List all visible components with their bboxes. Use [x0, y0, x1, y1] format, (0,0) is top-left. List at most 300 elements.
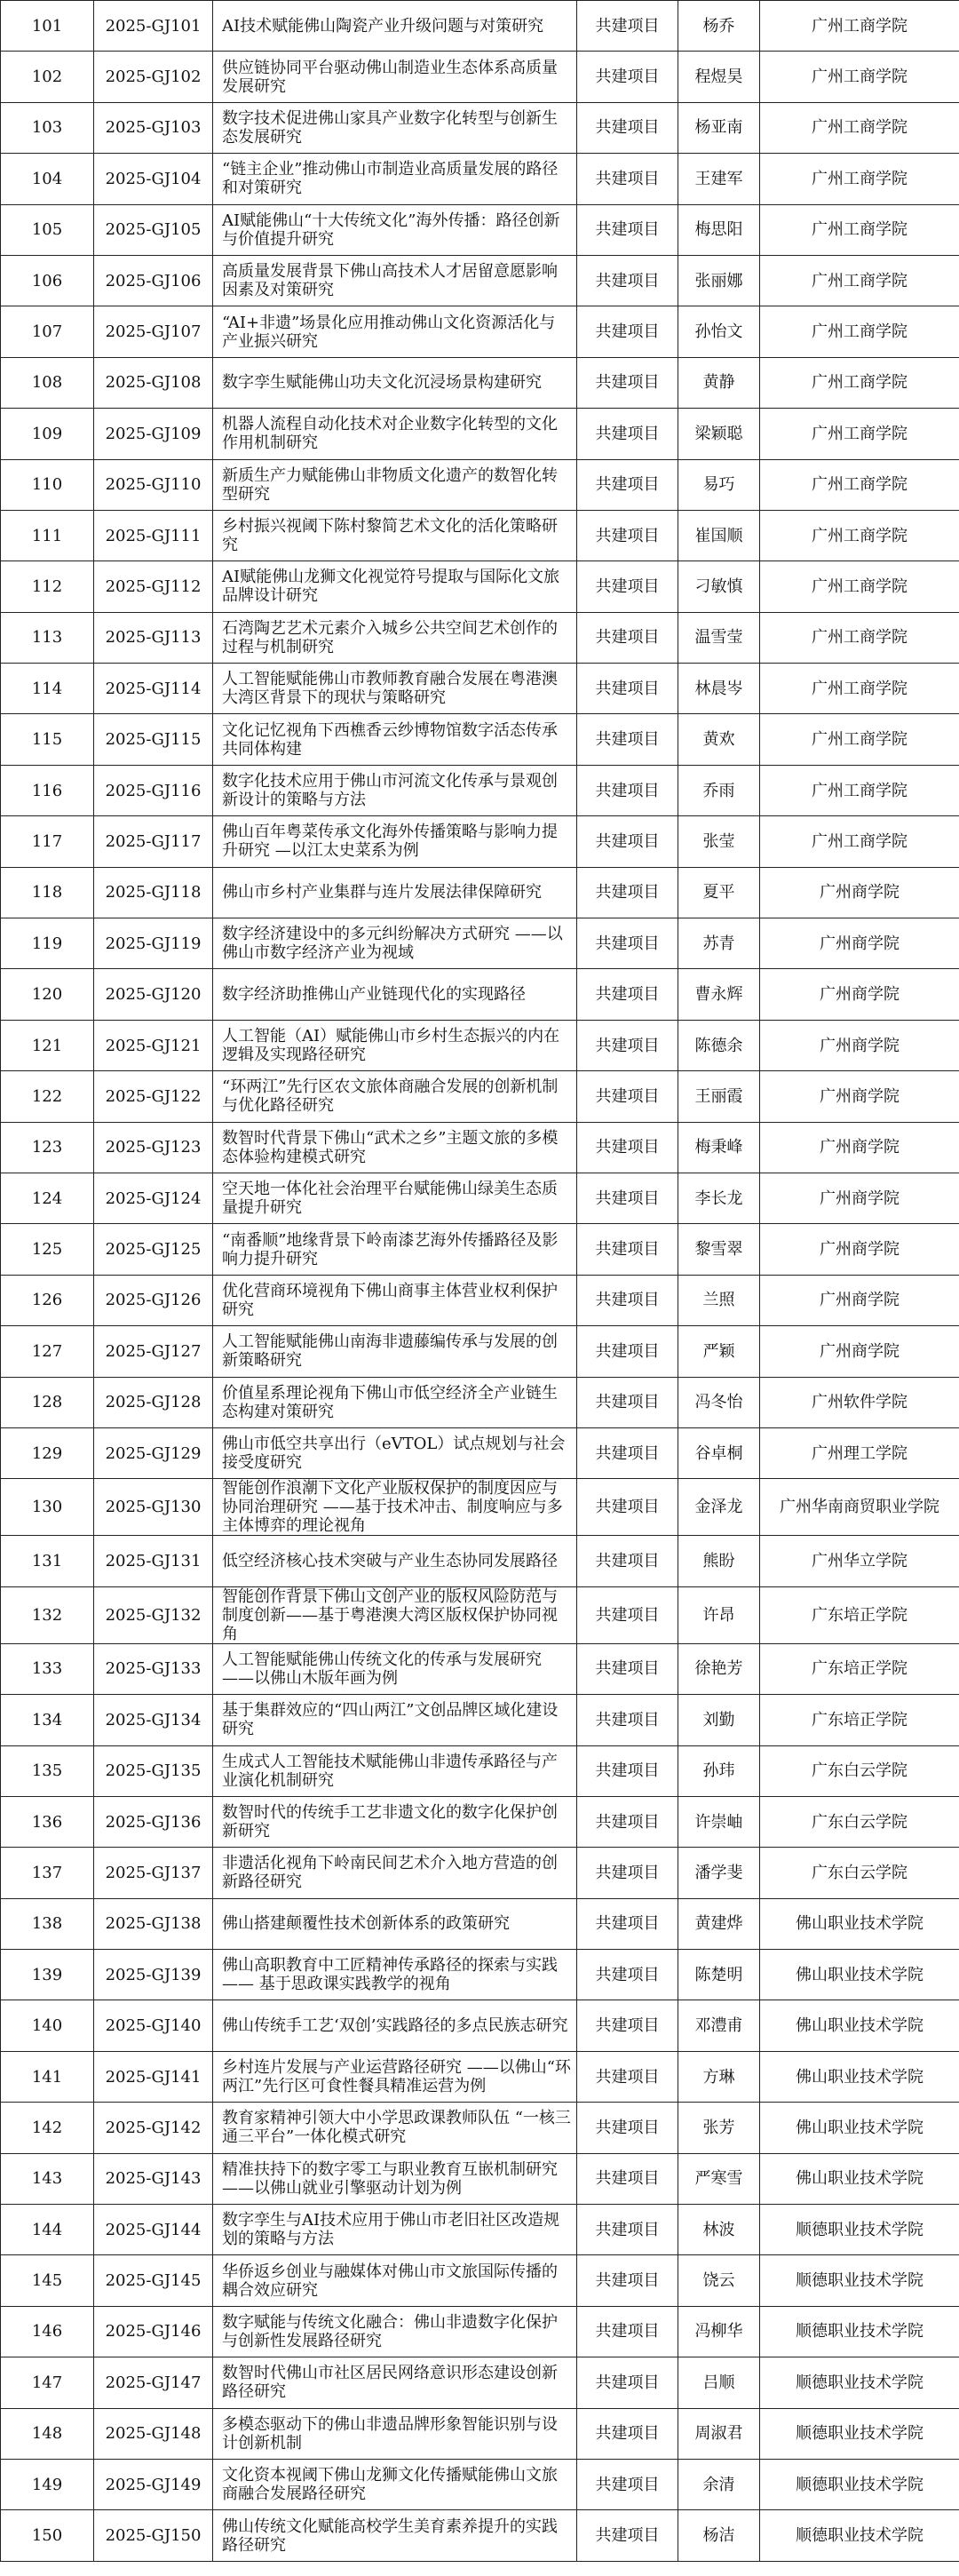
table-row — [1, 2408, 959, 2459]
project-title: AI技术赋能佛山陶瓷产业升级问题与对策研究 — [213, 1, 577, 52]
project-code: 2025-GJ109 — [94, 409, 213, 459]
project-title: 供应链协同平台驱动佛山制造业生态体系高质量发展研究 — [213, 52, 577, 102]
table-row — [1, 664, 959, 714]
project-type: 共建项目 — [577, 2459, 678, 2509]
row-number: 121 — [1, 1020, 94, 1070]
project-leader: 梅秉峰 — [678, 1122, 760, 1173]
table-row — [1, 612, 959, 663]
row-number: 101 — [1, 1, 94, 52]
row-number: 112 — [1, 561, 94, 612]
row-number: 123 — [1, 1122, 94, 1173]
project-title: “链主企业”推动佛山市制造业高质量发展的路径和对策研究 — [213, 154, 577, 204]
row-number: 120 — [1, 969, 94, 1020]
project-leader: 温雪莹 — [678, 612, 760, 663]
table-row — [1, 409, 959, 459]
institution-name: 广东白云学院 — [760, 1745, 959, 1796]
project-type: 共建项目 — [577, 2408, 678, 2459]
project-type: 共建项目 — [577, 2255, 678, 2306]
institution-name: 佛山职业技术学院 — [760, 1898, 959, 1949]
project-type: 共建项目 — [577, 459, 678, 510]
row-number: 141 — [1, 2051, 94, 2102]
project-leader: 张丽娜 — [678, 255, 760, 306]
project-code: 2025-GJ105 — [94, 204, 213, 255]
project-title: 数字经济助推佛山产业链现代化的实现路径 — [213, 969, 577, 1020]
institution-name: 广州软件学院 — [760, 1377, 959, 1427]
project-code: 2025-GJ136 — [94, 1796, 213, 1847]
project-leader: 徐艳芳 — [678, 1643, 760, 1694]
project-type: 共建项目 — [577, 2103, 678, 2153]
project-type: 共建项目 — [577, 510, 678, 561]
table-row — [1, 867, 959, 918]
row-number: 103 — [1, 102, 94, 153]
table-row — [1, 918, 959, 969]
project-type: 共建项目 — [577, 1020, 678, 1070]
project-leader: 林波 — [678, 2205, 760, 2255]
institution-name: 顺德职业技术学院 — [760, 2255, 959, 2306]
project-type: 共建项目 — [577, 1326, 678, 1377]
row-number: 127 — [1, 1326, 94, 1377]
project-title: 教育家精神引领大中小学思政课教师队伍 “一核三通三平台”一体化模式研究 — [213, 2103, 577, 2153]
table-row — [1, 1122, 959, 1173]
institution-name: 广州工商学院 — [760, 52, 959, 102]
project-code: 2025-GJ142 — [94, 2103, 213, 2153]
institution-name: 广州商学院 — [760, 867, 959, 918]
row-number: 108 — [1, 357, 94, 408]
project-type: 共建项目 — [577, 1427, 678, 1478]
project-type: 共建项目 — [577, 1950, 678, 2000]
row-number: 107 — [1, 306, 94, 357]
project-title: AI赋能佛山“十大传统文化”海外传播：路径创新与价值提升研究 — [213, 204, 577, 255]
project-leader: 刘勤 — [678, 1695, 760, 1745]
project-code: 2025-GJ125 — [94, 1224, 213, 1275]
project-code: 2025-GJ141 — [94, 2051, 213, 2102]
project-code: 2025-GJ127 — [94, 1326, 213, 1377]
project-title: 数智时代的传统手工艺非遗文化的数字化保护创新研究 — [213, 1796, 577, 1847]
project-title: 基于集群效应的“四山两江”文创品牌区域化建设研究 — [213, 1695, 577, 1745]
project-title: 数字经济建设中的多元纠纷解决方式研究 ——以佛山市数字经济产业为视域 — [213, 918, 577, 969]
row-number: 134 — [1, 1695, 94, 1745]
table-row — [1, 1643, 959, 1694]
row-number: 104 — [1, 154, 94, 204]
project-code: 2025-GJ132 — [94, 1586, 213, 1643]
row-number: 124 — [1, 1173, 94, 1223]
institution-name: 广州商学院 — [760, 1275, 959, 1325]
project-type: 共建项目 — [577, 357, 678, 408]
project-leader: 黄静 — [678, 357, 760, 408]
project-type: 共建项目 — [577, 1586, 678, 1643]
project-code: 2025-GJ129 — [94, 1427, 213, 1478]
row-number: 129 — [1, 1427, 94, 1478]
project-code: 2025-GJ108 — [94, 357, 213, 408]
project-table-body — [1, 1, 959, 2562]
project-code: 2025-GJ150 — [94, 2510, 213, 2561]
institution-name: 广州工商学院 — [760, 510, 959, 561]
project-leader: 熊盼 — [678, 1536, 760, 1586]
institution-name: 广州工商学院 — [760, 765, 959, 815]
table-row — [1, 1796, 959, 1847]
project-type: 共建项目 — [577, 1848, 678, 1898]
table-row — [1, 2103, 959, 2153]
project-code: 2025-GJ111 — [94, 510, 213, 561]
institution-name: 佛山职业技术学院 — [760, 2000, 959, 2051]
table-row — [1, 1745, 959, 1796]
project-code: 2025-GJ102 — [94, 52, 213, 102]
project-leader: 乔雨 — [678, 765, 760, 815]
row-number: 147 — [1, 2357, 94, 2408]
project-code: 2025-GJ144 — [94, 2205, 213, 2255]
table-row — [1, 1020, 959, 1070]
table-row — [1, 1427, 959, 1478]
project-type: 共建项目 — [577, 1122, 678, 1173]
row-number: 144 — [1, 2205, 94, 2255]
project-leader: 黄欢 — [678, 714, 760, 765]
project-type: 共建项目 — [577, 2205, 678, 2255]
project-type: 共建项目 — [577, 867, 678, 918]
project-leader: 冯冬怡 — [678, 1377, 760, 1427]
project-code: 2025-GJ123 — [94, 1122, 213, 1173]
project-title: 人工智能赋能佛山南海非遗藤编传承与发展的创新策略研究 — [213, 1326, 577, 1377]
project-title: 价值星系理论视角下佛山市低空经济全产业链生态构建对策研究 — [213, 1377, 577, 1427]
project-title: “环两江”先行区农文旅体商融合发展的创新机制与优化路径研究 — [213, 1071, 577, 1122]
project-type: 共建项目 — [577, 204, 678, 255]
institution-name: 广东培正学院 — [760, 1586, 959, 1643]
project-type: 共建项目 — [577, 714, 678, 765]
project-title: 人工智能赋能佛山市教师教育融合发展在粤港澳大湾区背景下的现状与策略研究 — [213, 664, 577, 714]
row-number: 146 — [1, 2306, 94, 2357]
project-type: 共建项目 — [577, 409, 678, 459]
project-title: 乡村振兴视阈下陈村黎简艺术文化的活化策略研究 — [213, 510, 577, 561]
table-row — [1, 2255, 959, 2306]
institution-name: 广东白云学院 — [760, 1848, 959, 1898]
institution-name: 广州华南商贸职业学院 — [760, 1479, 959, 1536]
project-leader: 崔国顺 — [678, 510, 760, 561]
project-leader: 程煜昊 — [678, 52, 760, 102]
project-code: 2025-GJ131 — [94, 1536, 213, 1586]
table-row — [1, 816, 959, 867]
table-row — [1, 2510, 959, 2561]
institution-name: 广东白云学院 — [760, 1796, 959, 1847]
project-code: 2025-GJ130 — [94, 1479, 213, 1536]
institution-name: 广州理工学院 — [760, 1427, 959, 1478]
project-type: 共建项目 — [577, 1224, 678, 1275]
project-leader: 余清 — [678, 2459, 760, 2509]
project-type: 共建项目 — [577, 1643, 678, 1694]
project-code: 2025-GJ140 — [94, 2000, 213, 2051]
row-number: 117 — [1, 816, 94, 867]
table-row — [1, 2459, 959, 2509]
institution-name: 顺德职业技术学院 — [760, 2510, 959, 2561]
institution-name: 广州工商学院 — [760, 816, 959, 867]
project-leader: 黄建烨 — [678, 1898, 760, 1949]
table-row — [1, 1536, 959, 1586]
table-row — [1, 2357, 959, 2408]
table-row — [1, 2153, 959, 2204]
project-leader: 林晨岑 — [678, 664, 760, 714]
institution-name: 佛山职业技术学院 — [760, 2051, 959, 2102]
institution-name: 广州工商学院 — [760, 357, 959, 408]
project-leader: 刁敏慎 — [678, 561, 760, 612]
project-type: 共建项目 — [577, 2153, 678, 2204]
table-row — [1, 52, 959, 102]
project-leader: 孙怡文 — [678, 306, 760, 357]
table-row — [1, 1224, 959, 1275]
project-leader: 冯柳华 — [678, 2306, 760, 2357]
project-title: 佛山市低空共享出行（eVTOL）试点规划与社会接受度研究 — [213, 1427, 577, 1478]
table-row — [1, 714, 959, 765]
project-code: 2025-GJ106 — [94, 255, 213, 306]
table-row — [1, 459, 959, 510]
project-leader: 严寒雪 — [678, 2153, 760, 2204]
project-code: 2025-GJ148 — [94, 2408, 213, 2459]
row-number: 136 — [1, 1796, 94, 1847]
project-type: 共建项目 — [577, 1536, 678, 1586]
row-number: 125 — [1, 1224, 94, 1275]
project-title: 非遗活化视角下岭南民间艺术介入地方营造的创新路径研究 — [213, 1848, 577, 1898]
row-number: 143 — [1, 2153, 94, 2204]
institution-name: 广州商学院 — [760, 1224, 959, 1275]
project-type: 共建项目 — [577, 612, 678, 663]
institution-name: 佛山职业技术学院 — [760, 1950, 959, 2000]
institution-name: 广州商学院 — [760, 1173, 959, 1223]
project-code: 2025-GJ126 — [94, 1275, 213, 1325]
table-row — [1, 561, 959, 612]
project-leader: 陈楚明 — [678, 1950, 760, 2000]
project-title: “AI+非遗”场景化应用推动佛山文化资源活化与产业振兴研究 — [213, 306, 577, 357]
table-row — [1, 2306, 959, 2357]
project-code: 2025-GJ149 — [94, 2459, 213, 2509]
institution-name: 广东培正学院 — [760, 1643, 959, 1694]
project-leader: 梅思阳 — [678, 204, 760, 255]
project-title: 高质量发展背景下佛山高技术人才居留意愿影响因素及对策研究 — [213, 255, 577, 306]
institution-name: 广州商学院 — [760, 1326, 959, 1377]
row-number: 111 — [1, 510, 94, 561]
project-leader: 许昂 — [678, 1586, 760, 1643]
institution-name: 广州商学院 — [760, 969, 959, 1020]
project-leader: 易巧 — [678, 459, 760, 510]
project-code: 2025-GJ146 — [94, 2306, 213, 2357]
project-leader: 周淑君 — [678, 2408, 760, 2459]
row-number: 149 — [1, 2459, 94, 2509]
row-number: 137 — [1, 1848, 94, 1898]
project-leader: 王建军 — [678, 154, 760, 204]
institution-name: 广州工商学院 — [760, 664, 959, 714]
project-title: 优化营商环境视角下佛山商事主体营业权利保护研究 — [213, 1275, 577, 1325]
row-number: 113 — [1, 612, 94, 663]
project-code: 2025-GJ121 — [94, 1020, 213, 1070]
project-title: 新质生产力赋能佛山非物质文化遗产的数智化转型研究 — [213, 459, 577, 510]
institution-name: 广州工商学院 — [760, 1, 959, 52]
project-leader: 吕顺 — [678, 2357, 760, 2408]
row-number: 142 — [1, 2103, 94, 2153]
table-row — [1, 1848, 959, 1898]
institution-name: 广州工商学院 — [760, 459, 959, 510]
project-type: 共建项目 — [577, 102, 678, 153]
row-number: 109 — [1, 409, 94, 459]
row-number: 126 — [1, 1275, 94, 1325]
table-row — [1, 306, 959, 357]
project-type: 共建项目 — [577, 1898, 678, 1949]
institution-name: 顺德职业技术学院 — [760, 2205, 959, 2255]
project-type: 共建项目 — [577, 1796, 678, 1847]
project-type: 共建项目 — [577, 154, 678, 204]
project-title: 数字化技术应用于佛山市河流文化传承与景观创新设计的策略与方法 — [213, 765, 577, 815]
row-number: 138 — [1, 1898, 94, 1949]
institution-name: 广州工商学院 — [760, 255, 959, 306]
project-leader: 张莹 — [678, 816, 760, 867]
project-leader: 邓澧甫 — [678, 2000, 760, 2051]
project-code: 2025-GJ138 — [94, 1898, 213, 1949]
project-code: 2025-GJ124 — [94, 1173, 213, 1223]
project-leader: 张芳 — [678, 2103, 760, 2153]
project-code: 2025-GJ128 — [94, 1377, 213, 1427]
table-row — [1, 1377, 959, 1427]
project-code: 2025-GJ147 — [94, 2357, 213, 2408]
institution-name: 广州工商学院 — [760, 561, 959, 612]
project-type: 共建项目 — [577, 52, 678, 102]
project-code: 2025-GJ118 — [94, 867, 213, 918]
project-title: 华侨返乡创业与融媒体对佛山市文旅国际传播的耦合效应研究 — [213, 2255, 577, 2306]
project-leader: 潘学斐 — [678, 1848, 760, 1898]
project-code: 2025-GJ107 — [94, 306, 213, 357]
project-type: 共建项目 — [577, 1, 678, 52]
table-row — [1, 1, 959, 52]
project-title: 空天地一体化社会治理平台赋能佛山绿美生态质量提升研究 — [213, 1173, 577, 1223]
row-number: 128 — [1, 1377, 94, 1427]
project-title: 数字孪生赋能佛山功夫文化沉浸场景构建研究 — [213, 357, 577, 408]
project-code: 2025-GJ114 — [94, 664, 213, 714]
project-type: 共建项目 — [577, 2051, 678, 2102]
project-title: 文化资本视阈下佛山龙狮文化传播赋能佛山文旅商融合发展路径研究 — [213, 2459, 577, 2509]
project-leader: 黎雪翠 — [678, 1224, 760, 1275]
project-leader: 李长龙 — [678, 1173, 760, 1223]
table-row — [1, 1326, 959, 1377]
institution-name: 广州商学院 — [760, 1020, 959, 1070]
institution-name: 顺德职业技术学院 — [760, 2459, 959, 2509]
project-title: AI赋能佛山龙狮文化视觉符号提取与国际化文旅品牌设计研究 — [213, 561, 577, 612]
project-type: 共建项目 — [577, 1745, 678, 1796]
table-row — [1, 357, 959, 408]
table-row — [1, 1898, 959, 1949]
institution-name: 佛山职业技术学院 — [760, 2103, 959, 2153]
row-number: 102 — [1, 52, 94, 102]
project-code: 2025-GJ101 — [94, 1, 213, 52]
project-title: 佛山搭建颠覆性技术创新体系的政策研究 — [213, 1898, 577, 1949]
project-title: 生成式人工智能技术赋能佛山非遗传承路径与产业演化机制研究 — [213, 1745, 577, 1796]
project-type: 共建项目 — [577, 2306, 678, 2357]
project-leader: 孙玮 — [678, 1745, 760, 1796]
project-code: 2025-GJ112 — [94, 561, 213, 612]
institution-name: 顺德职业技术学院 — [760, 2306, 959, 2357]
row-number: 119 — [1, 918, 94, 969]
table-row — [1, 1950, 959, 2000]
project-title: 乡村连片发展与产业运营路径研究 ——以佛山“环两江”先行区可食性餐具精准运营为例 — [213, 2051, 577, 2102]
project-code: 2025-GJ104 — [94, 154, 213, 204]
table-row — [1, 2205, 959, 2255]
project-title: 精准扶持下的数字零工与职业教育互嵌机制研究 ——以佛山就业引擎驱动计划为例 — [213, 2153, 577, 2204]
project-leader: 许崇岫 — [678, 1796, 760, 1847]
institution-name: 广州华立学院 — [760, 1536, 959, 1586]
table-row — [1, 969, 959, 1020]
institution-name: 广州商学院 — [760, 1122, 959, 1173]
institution-name: 广州工商学院 — [760, 612, 959, 663]
project-type: 共建项目 — [577, 1479, 678, 1536]
project-code: 2025-GJ113 — [94, 612, 213, 663]
project-leader: 饶云 — [678, 2255, 760, 2306]
institution-name: 广东培正学院 — [760, 1695, 959, 1745]
table-row — [1, 255, 959, 306]
project-code: 2025-GJ119 — [94, 918, 213, 969]
institution-name: 顺德职业技术学院 — [760, 2408, 959, 2459]
row-number: 105 — [1, 204, 94, 255]
institution-name: 顺德职业技术学院 — [760, 2357, 959, 2408]
row-number: 132 — [1, 1586, 94, 1643]
project-type: 共建项目 — [577, 765, 678, 815]
row-number: 106 — [1, 255, 94, 306]
project-code: 2025-GJ115 — [94, 714, 213, 765]
table-row — [1, 765, 959, 815]
institution-name: 广州工商学院 — [760, 714, 959, 765]
project-leader: 杨洁 — [678, 2510, 760, 2561]
project-type: 共建项目 — [577, 306, 678, 357]
project-leader: 方琳 — [678, 2051, 760, 2102]
project-title: 数字技术促进佛山家具产业数字化转型与创新生态发展研究 — [213, 102, 577, 153]
project-code: 2025-GJ117 — [94, 816, 213, 867]
project-code: 2025-GJ110 — [94, 459, 213, 510]
table-row — [1, 154, 959, 204]
project-type: 共建项目 — [577, 2000, 678, 2051]
project-title: 数智时代佛山市社区居民网络意识形态建设创新路径研究 — [213, 2357, 577, 2408]
project-title: 佛山百年粤菜传承文化海外传播策略与影响力提升研究 —以江太史菜系为例 — [213, 816, 577, 867]
institution-name: 佛山职业技术学院 — [760, 2153, 959, 2204]
row-number: 145 — [1, 2255, 94, 2306]
row-number: 130 — [1, 1479, 94, 1536]
project-code: 2025-GJ134 — [94, 1695, 213, 1745]
project-type: 共建项目 — [577, 816, 678, 867]
project-title: 机器人流程自动化技术对企业数字化转型的文化作用机制研究 — [213, 409, 577, 459]
project-code: 2025-GJ143 — [94, 2153, 213, 2204]
project-type: 共建项目 — [577, 969, 678, 1020]
project-code: 2025-GJ133 — [94, 1643, 213, 1694]
table-row — [1, 1479, 959, 1536]
institution-name: 广州工商学院 — [760, 154, 959, 204]
row-number: 133 — [1, 1643, 94, 1694]
project-title: 数字孪生与AI技术应用于佛山市老旧社区改造规划的策略与方法 — [213, 2205, 577, 2255]
row-number: 115 — [1, 714, 94, 765]
row-number: 110 — [1, 459, 94, 510]
project-title: 人工智能（AI）赋能佛山市乡村生态振兴的内在逻辑及实现路径研究 — [213, 1020, 577, 1070]
project-leader: 曹永辉 — [678, 969, 760, 1020]
row-number: 118 — [1, 867, 94, 918]
project-title: 低空经济核心技术突破与产业生态协同发展路径 — [213, 1536, 577, 1586]
project-leader: 杨亚南 — [678, 102, 760, 153]
table-row — [1, 510, 959, 561]
row-number: 114 — [1, 664, 94, 714]
project-title: 人工智能赋能佛山传统文化的传承与发展研究 ——以佛山木版年画为例 — [213, 1643, 577, 1694]
institution-name: 广州商学院 — [760, 918, 959, 969]
project-type: 共建项目 — [577, 2357, 678, 2408]
row-number: 131 — [1, 1536, 94, 1586]
project-code: 2025-GJ145 — [94, 2255, 213, 2306]
project-title: 佛山市乡村产业集群与连片发展法律保障研究 — [213, 867, 577, 918]
table-row — [1, 1275, 959, 1325]
project-type: 共建项目 — [577, 1275, 678, 1325]
project-title: 佛山传统文化赋能高校学生美育素养提升的实践路径研究 — [213, 2510, 577, 2561]
table-row — [1, 1173, 959, 1223]
project-type: 共建项目 — [577, 1695, 678, 1745]
project-leader: 杨乔 — [678, 1, 760, 52]
project-type: 共建项目 — [577, 1173, 678, 1223]
table-row — [1, 204, 959, 255]
